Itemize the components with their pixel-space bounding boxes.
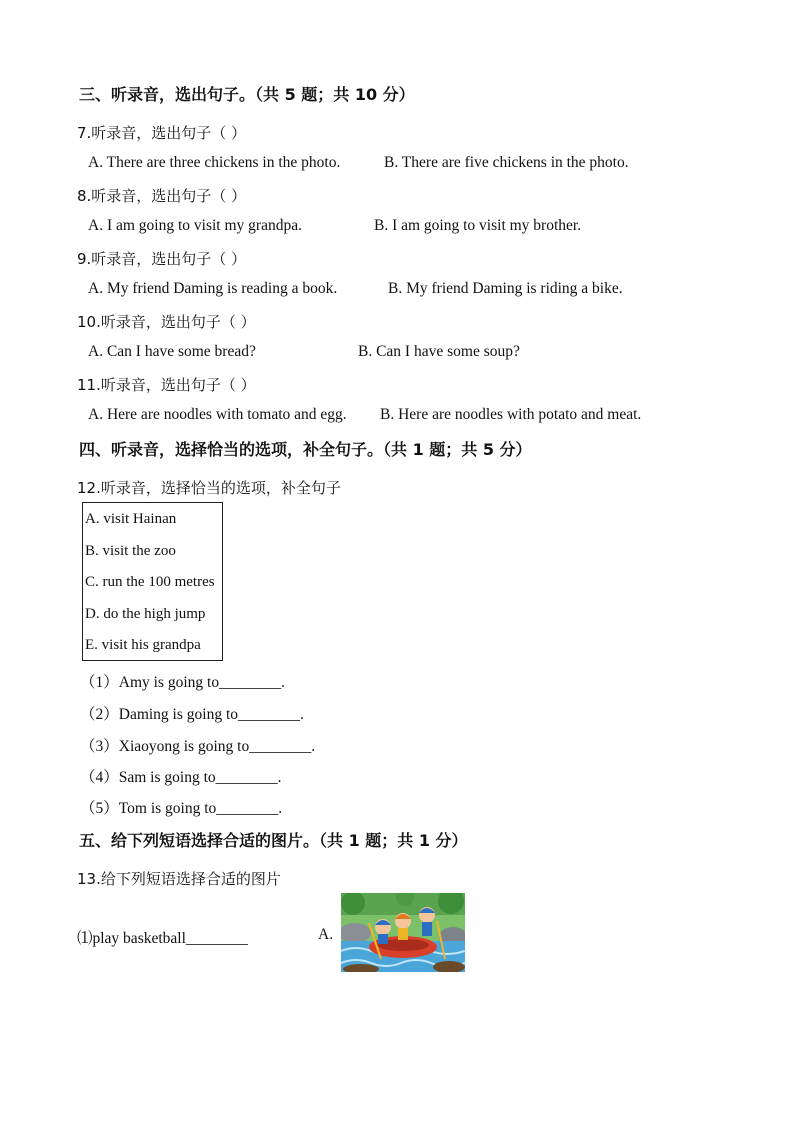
choice-a-label: A. [318,926,334,943]
question-13-item-1[interactable]: ⑴play basketball________ [77,930,248,947]
question-7-option-a[interactable]: A. There are three chickens in the photo. [88,154,341,171]
question-7-stem: 7.听录音，选出句子（ ） [77,124,247,142]
question-10-option-b[interactable]: B. Can I have some soup? [358,343,520,360]
word-bank-option: D. do the high jump [85,606,206,622]
question-11-option-b[interactable]: B. Here are noodles with potato and meat. [380,406,642,423]
question-9-option-b[interactable]: B. My friend Daming is riding a bike. [388,280,623,297]
question-10-stem: 10.听录音，选出句子（ ） [77,313,256,331]
question-12-stem: 12.听录音，选择恰当的选项，补全句子 [77,479,341,497]
question-11-option-a[interactable]: A. Here are noodles with tomato and egg. [88,406,347,423]
fill-blank-5[interactable]: （5）Tom is going to________. [80,800,283,817]
fill-blank-1[interactable]: （1）Amy is going to________. [80,674,285,691]
section-5-heading: 五、给下列短语选择合适的图片。（共 1 题；共 1 分） [79,831,468,850]
question-8-option-a[interactable]: A. I am going to visit my grandpa. [88,217,302,234]
question-8-stem: 8.听录音，选出句子（ ） [77,187,247,205]
word-bank-box [82,502,223,661]
question-10-option-a[interactable]: A. Can I have some bread? [88,343,256,360]
word-bank-option: B. visit the zoo [85,543,176,559]
word-bank-option: A. visit Hainan [85,511,177,527]
question-13-stem: 13.给下列短语选择合适的图片 [77,870,281,888]
question-9-option-a[interactable]: A. My friend Daming is reading a book. [88,280,338,297]
question-11-stem: 11.听录音，选出句子（ ） [77,376,256,394]
fill-blank-4[interactable]: （4）Sam is going to________. [80,769,282,786]
section-4-heading: 四、听录音，选择恰当的选项，补全句子。（共 1 题；共 5 分） [79,440,532,459]
question-8-option-b[interactable]: B. I am going to visit my brother. [374,217,582,234]
fill-blank-2[interactable]: （2）Daming is going to________. [80,706,304,723]
word-bank-option: E. visit his grandpa [85,637,201,653]
question-9-stem: 9.听录音，选出句子（ ） [77,250,247,268]
fill-blank-3[interactable]: （3）Xiaoyong is going to________. [80,738,316,755]
question-7-option-b[interactable]: B. There are five chickens in the photo. [384,154,629,171]
section-3-heading: 三、听录音，选出句子。（共 5 题；共 10 分） [79,85,415,104]
rafting-picture[interactable] [341,893,465,972]
word-bank-option: C. run the 100 metres [85,574,215,590]
